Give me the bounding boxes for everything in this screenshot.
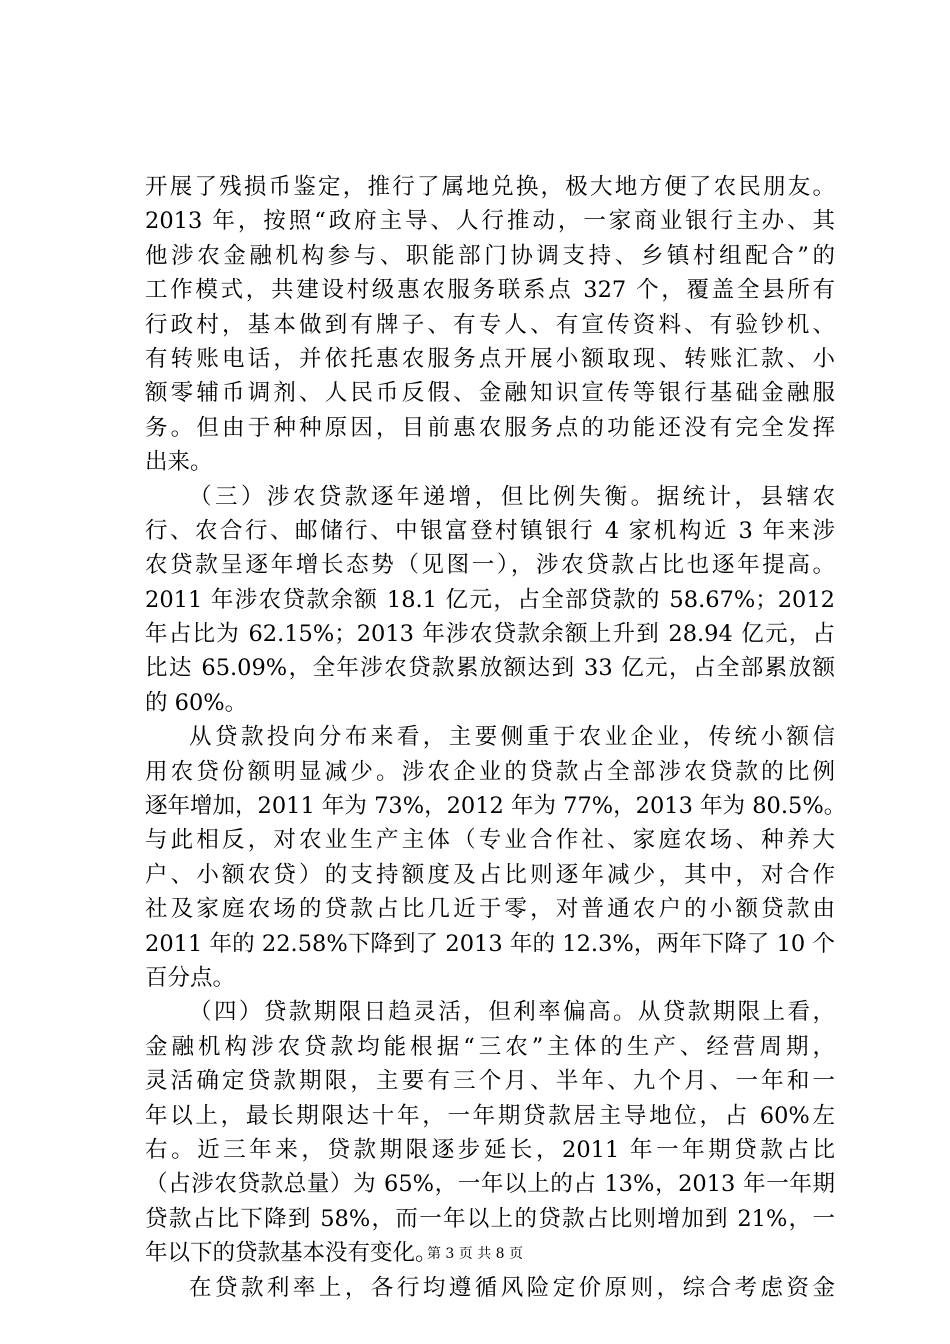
text-line: 行、农合行、邮储行、中银富登村镇银行 4 家机构近 3 年来涉 bbox=[145, 517, 835, 544]
text-line: 2011 年的 22.58%下降到了 2013 年的 12.3%，两年下降了 10 个 bbox=[145, 930, 835, 957]
text-line: 工作模式，共建设村级惠农服务联系点 327 个，覆盖全县所有 bbox=[145, 277, 835, 304]
text-line: 从贷款投向分布来看，主要侧重于农业企业，传统小额信 bbox=[189, 724, 835, 751]
text-line: 额零辅币调剂、人民币反假、金融知识宣传等银行基础金融服 bbox=[145, 380, 835, 407]
text-line: 逐年增加，2011 年为 73%，2012 年为 77%，2013 年为 80.5%。 bbox=[145, 793, 847, 820]
text-line: 社及家庭农场的贷款占比几近于零，对普通农户的小额贷款由 bbox=[145, 896, 835, 923]
document-body bbox=[145, 170, 847, 1305]
text-line: 2013 年，按照“政府主导、人行推动，一家商业银行主办、其 bbox=[145, 208, 835, 235]
paragraph-section-four bbox=[145, 995, 835, 1270]
text-line: 右。近三年来，贷款期限逐步延长，2011 年一年期贷款占比 bbox=[145, 1136, 835, 1163]
text-line: 在贷款利率上，各行均遵循风险定价原则，综合考虑资金 bbox=[189, 1274, 835, 1301]
text-line: 的 60%。 bbox=[145, 689, 248, 716]
text-line: 比达 65.09%，全年涉农贷款累放额达到 33 亿元，占全部累放额 bbox=[145, 655, 835, 682]
text-line: 金融机构涉农贷款均能根据“三农”主体的生产、经营周期， bbox=[145, 1033, 835, 1060]
text-line: 农贷款呈逐年增长态势（见图一），涉农贷款占比也逐年提高。 bbox=[145, 552, 835, 579]
text-line: 贷款占比下降到 58%，而一年以上的贷款占比则增加到 21%，一 bbox=[145, 1205, 835, 1232]
text-line: 灵活确定贷款期限，主要有三个月、半年、九个月、一年和一 bbox=[145, 1068, 835, 1095]
text-line: 他涉农金融机构参与、职能部门协调支持、乡镇村组配合”的 bbox=[145, 242, 835, 269]
text-line: 用农贷份额明显减少。涉农企业的贷款占全部涉农贷款的比例 bbox=[145, 758, 835, 785]
text-line: 年以下的贷款基本没有变化。 bbox=[145, 1240, 438, 1267]
text-line: 百分点。 bbox=[145, 964, 236, 991]
text-line: 开展了残损币鉴定，推行了属地兑换，极大地方便了农民朋友。 bbox=[145, 174, 835, 200]
paragraph-interest-rate bbox=[145, 1271, 835, 1305]
text-line: 年占比为 62.15%；2013 年涉农贷款余额上升到 28.94 亿元，占 bbox=[145, 621, 835, 648]
paragraph-section-three bbox=[145, 480, 835, 721]
text-line: 行政村，基本做到有牌子、有专人、有宣传资料、有验钞机、 bbox=[145, 311, 835, 338]
page-number-footer: 第 3 页 共 8 页 bbox=[426, 1246, 524, 1262]
text-line: 与此相反，对农业生产主体（专业合作社、家庭农场、种养大 bbox=[145, 827, 835, 854]
text-line: 2011 年涉农贷款余额 18.1 亿元，占全部贷款的 58.67%；2012 bbox=[145, 586, 835, 613]
text-line: 有转账电话，并依托惠农服务点开展小额取现、转账汇款、小 bbox=[145, 345, 835, 372]
text-line: 务。但由于种种原因，目前惠农服务点的功能还没有完全发挥 bbox=[145, 414, 835, 441]
section-heading-line: （四）贷款期限日趋灵活，但利率偏高。从贷款期限上看， bbox=[189, 999, 835, 1026]
text-line: 户、小额农贷）的支持额度及占比则逐年减少，其中，对合作 bbox=[145, 861, 835, 888]
text-line: （占涉农贷款总量）为 65%，一年以上的占 13%，2013 年一年期 bbox=[145, 1171, 835, 1198]
text-line: 年以上，最长期限达十年，一年期贷款居主导地位，占 60%左 bbox=[145, 1102, 835, 1129]
paragraph-loan-distribution bbox=[145, 720, 847, 995]
text-line: 出来。 bbox=[145, 449, 213, 476]
paragraph-service-points bbox=[145, 170, 835, 480]
section-heading-line: （三）涉农贷款逐年递增，但比例失衡。据统计，县辖农 bbox=[189, 483, 835, 510]
